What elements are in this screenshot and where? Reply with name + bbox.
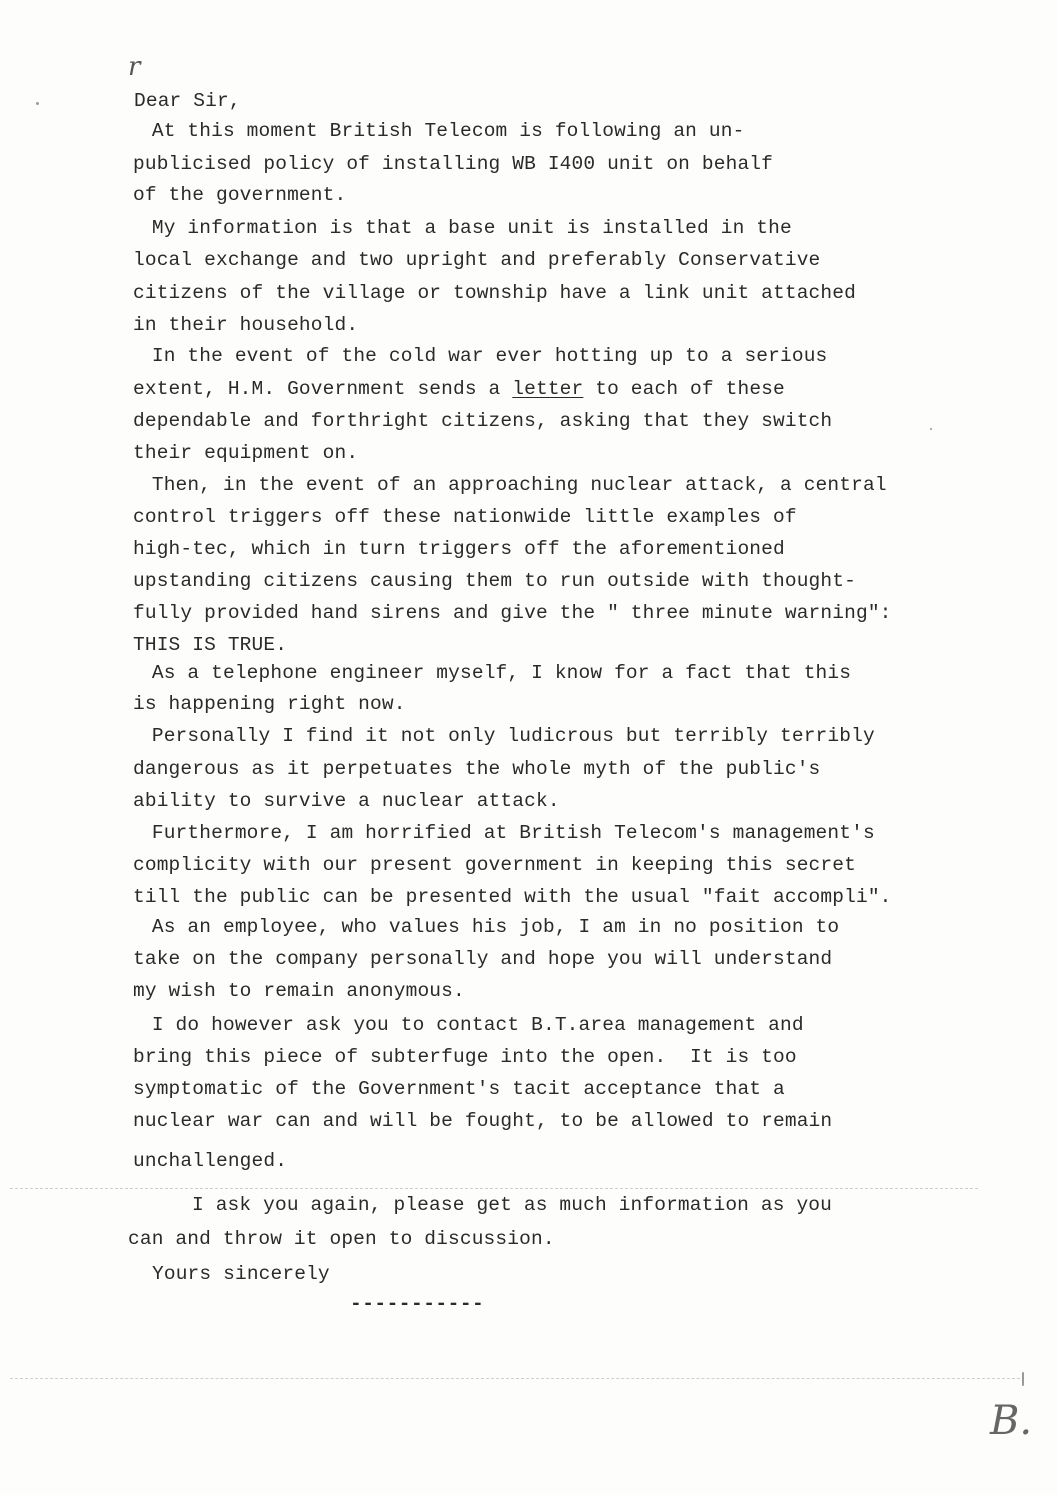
body-line: nuclear war can and will be fought, to be allowed to remain	[133, 1110, 833, 1132]
body-line: publicised policy of installing WB I400 unit on behalf	[133, 153, 774, 175]
body-line: fully provided hand sirens and give the " three minute warning":	[133, 602, 892, 624]
body-line: unchallenged.	[133, 1150, 288, 1172]
scan-speck	[36, 102, 39, 105]
scan-speck	[930, 428, 932, 430]
closing-line-1: I ask you again, please get as much information as you	[192, 1194, 833, 1216]
body-line: till the public can be presented with the usual "fait accompli".	[133, 886, 892, 908]
body-line: symptomatic of the Government's tacit acceptance that a	[133, 1078, 785, 1100]
scan-line-top	[10, 1188, 978, 1189]
signoff: Yours sincerely	[152, 1263, 330, 1285]
body-line: local exchange and two upright and preferably Conservative	[133, 249, 821, 271]
signature-dashes: -----------	[350, 1293, 485, 1315]
body-line: Then, in the event of an approaching nuclear attack, a central	[140, 474, 887, 496]
body-line: I do however ask you to contact B.T.area management and	[140, 1014, 804, 1036]
body-line: ability to survive a nuclear attack.	[133, 790, 560, 812]
body-line: bring this piece of subterfuge into the open. It is too	[133, 1046, 797, 1068]
handwritten-initial: B.	[990, 1398, 1033, 1444]
body-line: in their household.	[133, 314, 359, 336]
salutation: Dear Sir,	[134, 90, 241, 112]
body-line: take on the company personally and hope you will understand	[133, 948, 833, 970]
body-line-text: to each of these	[583, 378, 785, 400]
scan-speck	[1022, 1372, 1024, 1386]
body-line: As a telephone engineer myself, I know for a fact that this	[140, 662, 852, 684]
body-line: their equipment on.	[133, 442, 359, 464]
body-line: Furthermore, I am horrified at British Telecom's management's	[140, 822, 875, 844]
body-line: upstanding citizens causing them to run outside with thought-	[133, 570, 856, 592]
body-line: of the government.	[133, 184, 347, 206]
body-line-text: extent, H.M. Government sends a	[133, 378, 513, 400]
body-line: dangerous as it perpetuates the whole myth of the public's	[133, 758, 821, 780]
body-line: dependable and forthright citizens, asking that they switch	[133, 410, 833, 432]
body-line: high-tec, which in turn triggers off the aforementioned	[133, 538, 785, 560]
body-line	[133, 380, 785, 400]
body-line: my wish to remain anonymous.	[133, 980, 465, 1002]
body-line: complicity with our present government in keeping this secret	[133, 854, 856, 876]
scan-line-bottom	[10, 1378, 1020, 1379]
closing-line-2: can and throw it open to discussion.	[128, 1228, 555, 1250]
body-line: THIS IS TRUE.	[133, 634, 288, 656]
body-line: Personally I find it not only ludicrous but terribly terribly	[140, 725, 875, 747]
body-line: At this moment British Telecom is following an un-	[140, 120, 745, 142]
body-line: As an employee, who values his job, I am in no position to	[140, 916, 840, 938]
body-line: control triggers off these nationwide little examples of	[133, 506, 797, 528]
body-line: is happening right now.	[133, 693, 406, 715]
body-line: My information is that a base unit is installed in the	[140, 217, 792, 239]
body-line: citizens of the village or township have a link unit attached	[133, 282, 856, 304]
corner-pencil-mark: r	[128, 52, 141, 82]
underlined-word: letter	[512, 378, 584, 400]
body-line: In the event of the cold war ever hotting up to a serious	[140, 345, 828, 367]
